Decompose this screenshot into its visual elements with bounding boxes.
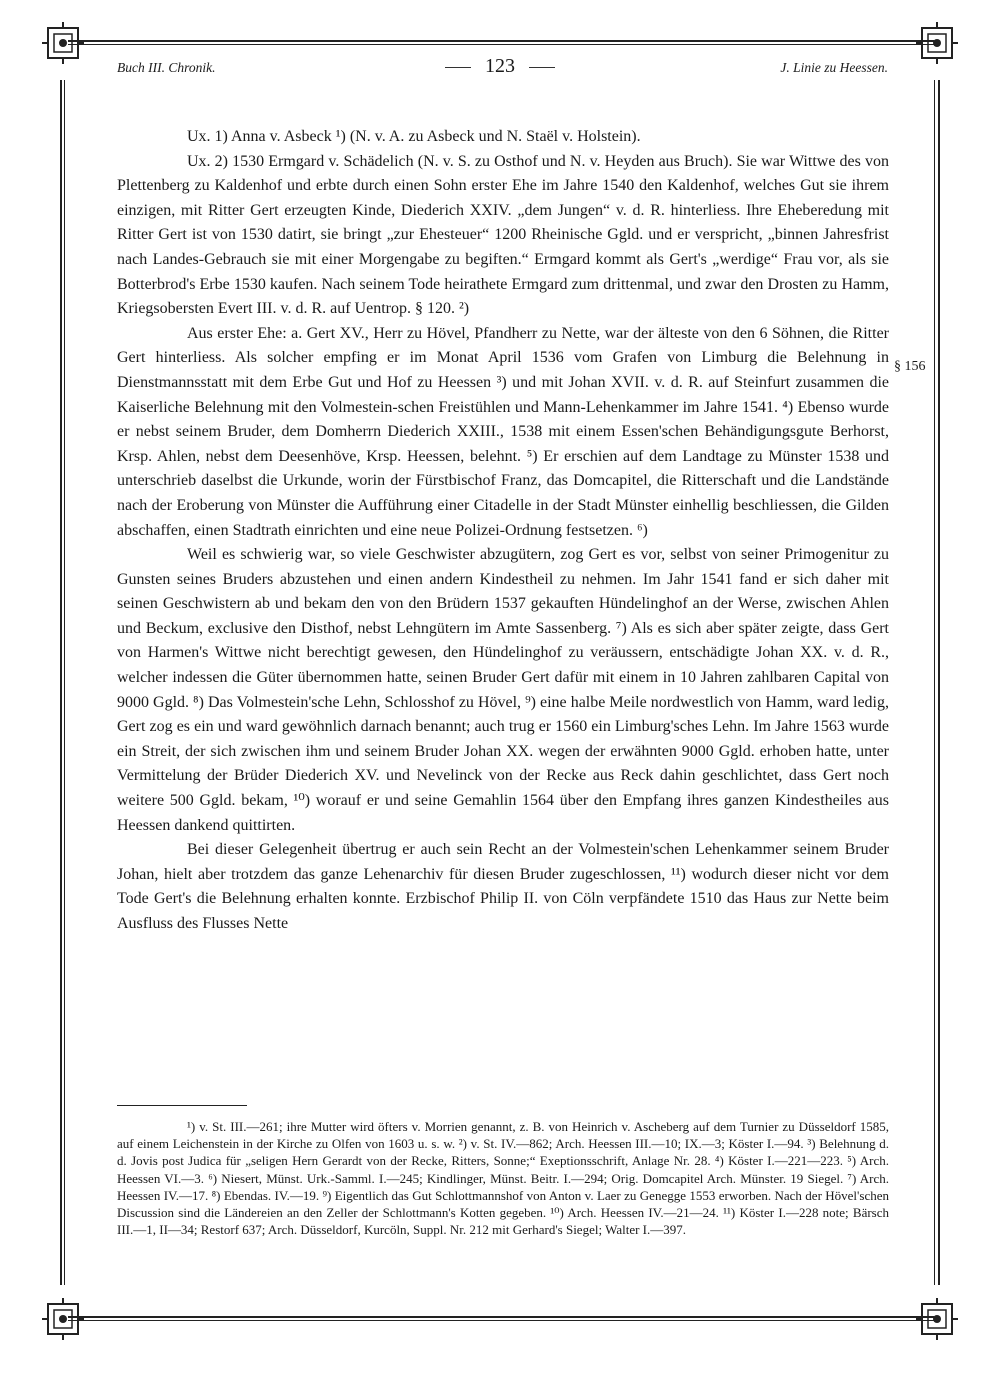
body-text (117, 125, 889, 937)
paragraph: Aus erster Ehe: a. Gert XV., Herr zu Hövel, Pfandherr zu Nette, war der älteste von den 6 Söhnen, die Ritter Gert hinterliess. Als solcher empfing er im Monat April 1536 vom Grafen von Limburg die Belehnung in Dienstmannsstatt mit dem Erbe Gut und Hof zu Heessen ³) und mit Johan XVII. v. d. R. auf Steinfurt zusammen die Kaiserliche Belehnung mit den Volmestein-schen Freistühlen und Mann-Lehenkammer im Jahre 1541. ⁴) Ebenso wurde er nebst seinem Bruder, dem Domherrn Diederich XXIII., 1538 mit einem Essen'schen Behändigungsgute Berhorst, Krsp. Ahlen, nebst dem Deesenhöve, Krsp. Heessen, belehnt. ⁵) Er erschien auf dem Landtage zu Münster 1538 und unterschrieb daselbst die Urkunde, worin der Fürstbischof Franz, das Domcapitel, die Ritterschaft und die Landstände nach der Eroberung von Münster die Aufführung einer Citadelle in der Stadt Münster einhellig beschliessen, die Gilden abschaffen, einen Stadtrath einrichten und eine neue Polizei-Ordnung festsetzen. ⁶) (117, 324, 889, 539)
frame-top-line (68, 40, 934, 42)
paragraph: Weil es schwierig war, so viele Geschwister abzugütern, zog Gert es vor, selbst von seiner Primogenitur zu Gunsten seines Bruders abzustehen und einen andern Kindestheil zu nehmen. Im Jahr 1541 fand er sich daher mit seinen Geschwistern ab und bekam den von den Brüdern 1537 gekauften Hündelinghof an der Werse, zwischen Ahlen und Beckum, exclusive den Disthof, nebst Lehngütern im Amte Sassenberg. ⁷) Als es sich aber später zeigte, dass Gert von Harmen's Wittwe nicht berechtigt gewesen, den Hündelinghof zu veräussern, entschädigte Johan XX. v. d. R., welcher indessen die Güter übernommen hatte, seinen Bruder Gert dafür mit einem in 10 Jahren zahlbaren Capital von 9000 Ggld. ⁸) Das Volmestein'sche Lehn, Schlosshof zu Hövel, ⁹) eine halbe Meile nordwestlich von Hamm, ward ledig, Gert zog es ein und ward gewöhnlich darnach benannt; auch trug er 1560 ein Limburg'sches Lehn. Im Jahre 1563 wurde ein Streit, der sich zwischen ihm und seinem Bruder Johan XX. wegen der erwähnten 9000 Ggld. erhoben hatte, unter Vermittelung der Brüder Diederich XV. und Nevelinck von der Recke aus Reck dahin geschlichtet, dass Gert noch weitere 500 Ggld. bekam, ¹⁰) worauf er und seine Gemahlin 1564 über den Empfang ihres ganzen Kindestheiles aus Heessen dankend quittirten. (117, 546, 889, 834)
frame-left-line-inner (64, 80, 65, 1285)
corner-ornament-icon (914, 1296, 960, 1342)
footnote-rule (117, 1105, 247, 1106)
running-header-right: J. Linie zu Heessen. (780, 60, 888, 75)
frame-right-line (938, 80, 940, 1285)
corner-ornament-icon (40, 1296, 86, 1342)
frame-right-line-inner (934, 80, 935, 1285)
frame-bottom-line-inner (68, 1320, 934, 1321)
footnotes: ¹) v. St. III.—261; ihre Mutter wird öfters v. Morrien genannt, z. B. von Heinrich v. Ascheberg auf dem Turnier zu Düsseldorf 1585, auf einem Leichenstein in der Kirche zu Olfen von 1603 u. s. w. ²) v. St. IV.—862; Arch. Heessen III.—10; IX.—3; Köster I.—94. ³) Belehnung d. d. Jovis post Judica für „seligen Hern Gerardt von der Recke, Ritters, Sonne;“ Exeptionsschrift, Anlage Nr. 28. ⁴) Köster I.—221—223. ⁵) Arch. Heessen VI.—3. ⁶) Niesert, Münst. Urk.-Samml. I.—245; Kindlinger, Münst. Beitr. I.—294; Orig. Domcapitel Arch. Münster. 19 Siegel. ⁷) Arch. Heessen IV.—17. ⁸) Ebendas. IV.—19. ⁹) Eigentlich das Gut Schlottmannshof von Anton v. Laer zu Genegge 1553 erworben. Nach der Hövel'schen Discussion sind die Ländereien an den Zeller der Schlottmann's Kotten gegeben. ¹⁰) Arch. Heessen IV.—21—24. ¹¹) Köster I.—228 note; Bärsch III.—1, II—34; Restorf 637; Arch. Düsseldorf, Kurcöln, Suppl. Nr. 212 mit Gerhard's Siegel; Walter I.—397. (117, 1119, 889, 1238)
running-header-left: Buch III. Chronik. (117, 60, 216, 75)
margin-note: § 156 (894, 359, 926, 374)
frame-top-line-inner (68, 44, 934, 45)
frame-left-line (60, 80, 62, 1285)
frame-bottom-line (68, 1316, 934, 1318)
paragraph: Ux. 2) 1530 Ermgard v. Schädelich (N. v. S. zu Osthof und N. v. Heyden aus Bruch). Sie war Wittwe des von Plettenberg zu Kaldenhof und erbte durch einen Sohn erster Ehe im Jahre 1540 den Kaldenhof, welches Gut sie ihrem einzigen, mit Ritter Gert erzeugten Kinde, Diederich XXIV. „dem Jungen“ v. d. R. hinterliess. Ihre Eheberedung mit Ritter Gert ist von 1530 datirt, sie bringt „zur Ehesteuer“ 1200 Rheinische Ggld. und er verspricht, „binnen Jahresfrist nach Landes-Gebrauch sie mit einer Morgengabe zu begiften.“ Ermgard kommt als Gert's „werdige“ Frau vor, als sie Botterbrod's Erbe 1530 kaufen. Nach seinem Tode heirathete Ermgard zum drittenmal, und zwar den Drosten zu Hamm, Kriegsobersten Evert III. v. d. R. auf Uentrop. § 120. ²) (117, 152, 889, 318)
paragraph: Ux. 1) Anna v. Asbeck ¹) (N. v. A. zu Asbeck und N. Staël v. Holstein). (187, 128, 641, 145)
page-number-text: 123 (485, 55, 515, 77)
paragraph: Bei dieser Gelegenheit übertrug er auch sein Recht an der Volmestein'schen Lehenkammer seinem Bruder Johan, hielt aber trotzdem das ganze Lehenarchiv für diesen Bruder zugeschlossen, ¹¹) wodurch dieser nicht vor dem Tode Gert's die Belehnung erhalten konnte. Erzbischof Philip II. von Cöln verpfändete 1510 das Haus zur Nette beim Ausfluss des Flusses Nette (117, 841, 889, 932)
